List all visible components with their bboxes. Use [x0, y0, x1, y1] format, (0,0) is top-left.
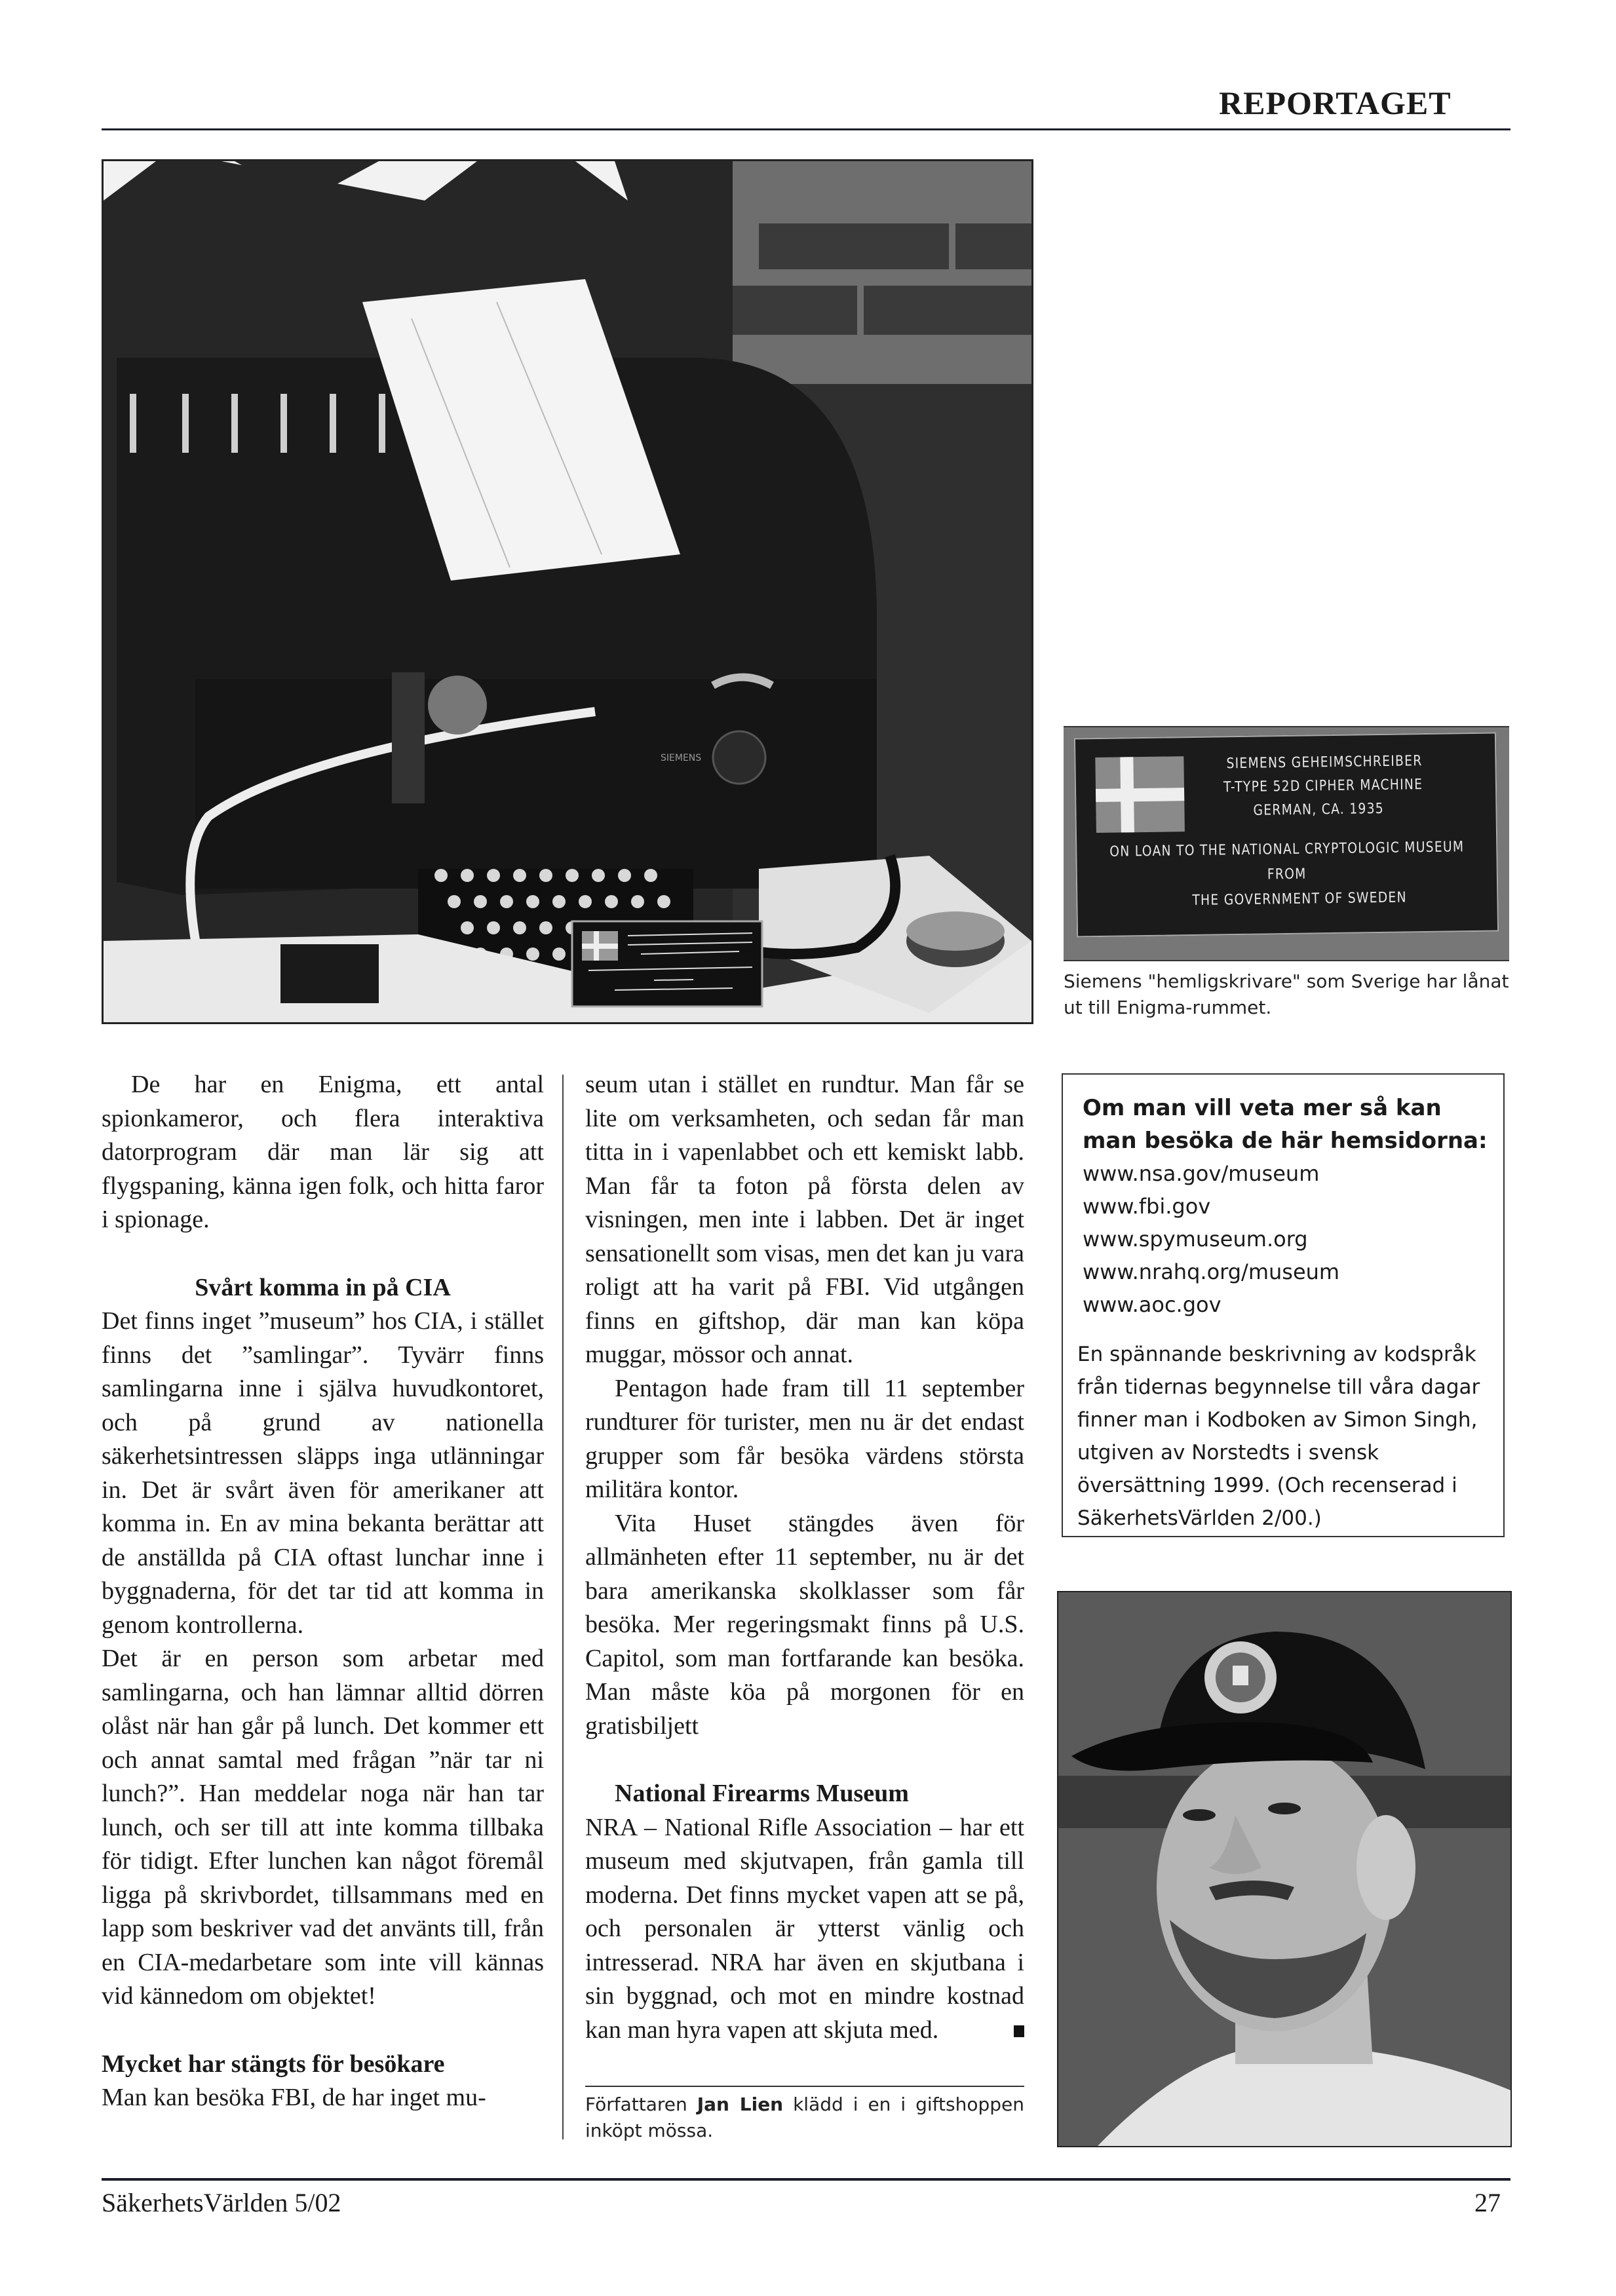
cipher-machine-illustration [104, 161, 1031, 1022]
paragraph-fbi-start: Man kan besöka FBI, de har inget mu- [102, 2084, 486, 2111]
info-box-heading: Om man vill veta mer så kan man besöka de här hemsidorna: [1083, 1095, 1488, 1154]
paragraph-white-house: Vita Huset stängdes även för allmänheten efter 11 september, nu är det bara amerikanska skolklasser som får besöka. Mer regeringsmakt finns på U.S. Capitol, som man fortfarande kan besöka. Man måste köa på morgonen för en gratisbiljett [585, 1509, 1024, 1740]
page-number: 27 [1474, 2188, 1501, 2217]
column-divider [562, 1075, 564, 2139]
author-caption-rule [585, 2086, 1024, 2087]
link-nsa-museum[interactable]: www.nsa.gov/museum [1083, 1161, 1320, 1186]
heading-nfm: National Firearms Museum [615, 1780, 909, 1807]
info-box-book-text: En spännande beskrivning av kodspråk från tidernas begynnelse till våra dagar finner man i Kodboken av Simon Singh, utgiven av Norstedts i svensk översättning 1999. (Och recenserad i SäkerhetsVärlden 2/00.) [1077, 1343, 1480, 1530]
portrait-illustration [1058, 1592, 1510, 2146]
placard-line: GERMAN, CA. 1935 [1253, 800, 1385, 819]
footer-publication: SäkerhetsVärlden 5/02 [102, 2188, 341, 2217]
paragraph-nfm [585, 1811, 1024, 2048]
article-column-middle [585, 1068, 1024, 2047]
link-fbi[interactable]: www.fbi.gov [1083, 1194, 1211, 1219]
placard-plate [1074, 733, 1499, 938]
link-nra-museum[interactable]: www.nrahq.org/museum [1083, 1259, 1340, 1284]
link-spymuseum[interactable]: www.spymuseum.org [1083, 1227, 1308, 1252]
swedish-flag-icon [1095, 756, 1185, 833]
heading-closed: Mycket har stängts för besökare [102, 2050, 445, 2078]
info-box [1062, 1073, 1505, 1537]
paragraph-cia-2: Det är en person som arbetar med samlingarna, och han lämnar alltid dörren olåst när han går på lunch. Det kommer ett och annat samtal med frågan ”när tar ni lunch?”. Han meddelar noga när han tar lunch, och ser till att inte komma tillbaka för tidigt. Efter lunchen kan något föremål ligga på skrivbordet, tillsammans med en lapp som beskriver vad det använts till, från en CIA-medarbetare som inte vill kännas vid kännedom om objektet! [102, 1645, 544, 2010]
author-portrait-photo [1057, 1591, 1512, 2147]
author-caption [585, 2092, 1024, 2144]
paragraph-pentagon: Pentagon hade fram till 11 september rundturer för turister, men nu är det endast grupper som får besöka värdens största militära kontor. [585, 1374, 1024, 1503]
paragraph-fbi-cont: seum utan i stället en rundtur. Man får se lite om verksamheten, och sedan får man titta in i vapenlabbet och ett kemiskt labb. Man får ta foton på första delen av visningen, men inte i labben. Det är inget sensationellt som visas, men det kan ju vara roligt att ha varit på FBI. Vid utgången finns en giftshop, där man kan köpa muggar, mössor och annat. [585, 1071, 1024, 1368]
article-column-left [102, 1068, 544, 2115]
author-caption-prefix: Författaren [585, 2094, 697, 2115]
placard-line: T-TYPE 52D CIPHER MACHINE [1223, 776, 1423, 796]
paragraph-intro: De har en Enigma, ett antal spionkameror, och flera interaktiva datorprogram där man lär sig att flygspaning, känna igen folk, och hitta faror i spionage. [102, 1071, 544, 1233]
end-of-article-icon [1014, 2025, 1024, 2037]
footer-rule [102, 2178, 1510, 2181]
author-caption-suffix: klädd i en i giftshoppen inköpt mössa. [585, 2094, 1024, 2141]
link-aoc[interactable]: www.aoc.gov [1083, 1292, 1222, 1317]
placard-caption: Siemens "hemligskrivare" som Sverige har lånat ut till Enigma-rummet. [1064, 970, 1509, 1018]
header-rule [102, 128, 1510, 130]
paragraph-cia-1: Det finns inget ”museum” hos CIA, i stället finns det ”samlingar”. Tyvärr finns samlingarna inne i själva huvudkontoret, och på grund av nationella säkerhetsintressen släpps inga utlänningar in. Det är svårt även för amerikaner att komma in. En av mina bekanta berättar att de anställda på CIA oftast lunchar inne i byggnaderna, för det tar tid att komma in genom kontrollerna. [102, 1307, 544, 1639]
placard-line: ON LOAN TO THE NATIONAL CRYPTOLOGIC MUSEUM [1109, 839, 1465, 860]
placard-photo [1064, 726, 1509, 961]
section-title: REPORTAGET [1219, 85, 1452, 121]
placard-line: THE GOVERNMENT OF SWEDEN [1192, 889, 1407, 909]
heading-cia: Svårt komma in på CIA [195, 1273, 451, 1301]
cipher-machine-photo [102, 159, 1033, 1024]
paragraph-nfm-text: NRA – National Rifle Association – har ett museum med skjutvapen, från gamla till moderna. Det finns mycket vapen att se på, och personalen är ytterst vänlig och intresserad. NRA har även en skjutbana i sin byggnad, och mot en mindre kostnad kan man hyra vapen att skjuta med. [585, 1813, 1024, 2044]
placard-line: FROM [1267, 866, 1307, 883]
author-name: Jan Lien [697, 2094, 784, 2115]
placard-line: SIEMENS GEHEIMSCHREIBER [1226, 753, 1423, 773]
machine-brand-label: SIEMENS [661, 753, 702, 763]
